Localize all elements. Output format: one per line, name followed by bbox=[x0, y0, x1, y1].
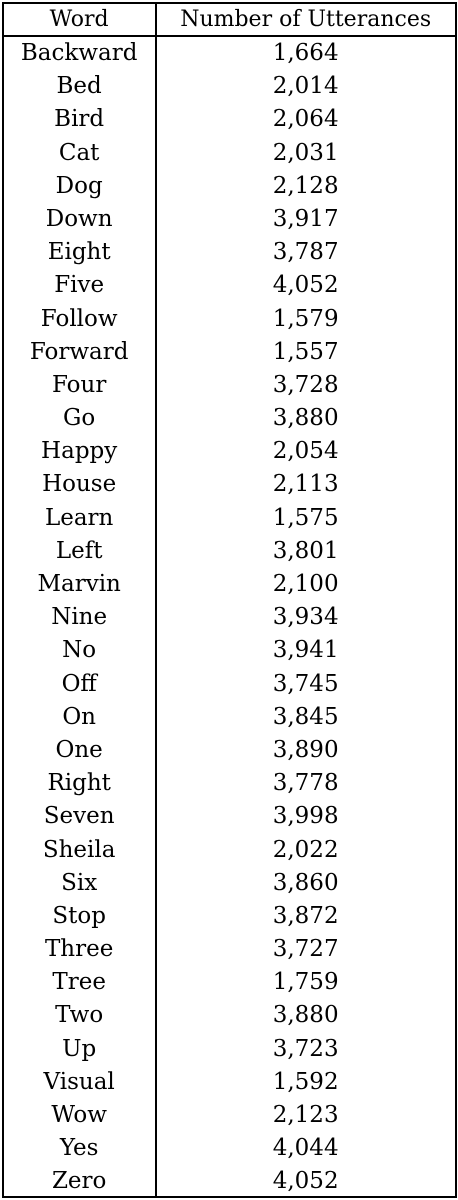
utterance-count-cell: 2,100 bbox=[272, 571, 339, 597]
utterance-count-cell: 3,890 bbox=[272, 736, 339, 763]
table-row bbox=[4, 1099, 455, 1132]
utterance-count-cell: 2,123 bbox=[272, 1102, 339, 1128]
word-cell: Yes bbox=[59, 1135, 99, 1162]
table-row bbox=[4, 767, 455, 800]
table-row bbox=[4, 137, 455, 170]
utterance-count-cell: 3,998 bbox=[272, 803, 339, 830]
word-cell: One bbox=[55, 736, 103, 763]
table-row bbox=[4, 170, 455, 203]
word-cell: Off bbox=[61, 670, 97, 697]
utterance-count-cell: 1,592 bbox=[272, 1068, 339, 1095]
utterance-count-cell: 3,860 bbox=[272, 869, 339, 896]
word-cell: Seven bbox=[43, 803, 115, 830]
table-row bbox=[4, 900, 455, 933]
utterance-count-cell: 1,759 bbox=[272, 969, 339, 996]
header-number-of-utterances: Number of Utterances bbox=[180, 7, 432, 32]
word-cell: No bbox=[62, 637, 97, 664]
table-row bbox=[4, 800, 455, 833]
word-cell: Two bbox=[55, 1002, 104, 1029]
utterance-count-cell: 2,128 bbox=[272, 172, 339, 199]
word-cell: Eight bbox=[47, 239, 111, 266]
utterance-count-cell: 1,664 bbox=[272, 40, 339, 66]
word-cell: Marvin bbox=[37, 571, 121, 597]
utterance-count-cell: 3,845 bbox=[272, 703, 339, 730]
utterance-count-cell: 4,052 bbox=[272, 1168, 339, 1195]
word-cell: Backward bbox=[20, 40, 138, 66]
utterance-count-cell: 2,031 bbox=[272, 139, 339, 166]
word-cell: Four bbox=[51, 371, 107, 398]
word-cell: Forward bbox=[29, 338, 129, 365]
word-cell: On bbox=[62, 703, 96, 730]
word-cell: Sheila bbox=[42, 836, 116, 863]
utterance-count-cell: 3,723 bbox=[272, 1035, 339, 1062]
utterance-count-cell: 3,745 bbox=[272, 670, 339, 697]
table-row bbox=[4, 336, 455, 369]
utterance-count-cell: 3,934 bbox=[272, 604, 339, 631]
word-cell: Tree bbox=[52, 969, 106, 996]
table-row bbox=[4, 668, 455, 701]
table-row bbox=[4, 70, 455, 103]
utterance-count-cell: 3,728 bbox=[272, 371, 339, 398]
word-cell: Happy bbox=[41, 438, 118, 465]
word-cell: Nine bbox=[51, 604, 108, 631]
table-body bbox=[4, 37, 455, 1199]
utterance-count-cell: 1,557 bbox=[272, 338, 339, 365]
word-cell: Down bbox=[45, 205, 113, 232]
utterance-count-cell: 2,113 bbox=[272, 471, 339, 498]
utterance-count-cell: 3,917 bbox=[272, 205, 339, 232]
utterance-count-cell: 1,575 bbox=[272, 504, 339, 531]
word-cell: Bed bbox=[56, 73, 102, 100]
word-cell: Follow bbox=[40, 305, 118, 332]
utterance-count-cell: 3,801 bbox=[272, 537, 339, 564]
word-cell: Left bbox=[55, 537, 103, 564]
table-row bbox=[4, 37, 455, 70]
table-row bbox=[4, 1033, 455, 1066]
header-word: Word bbox=[49, 7, 109, 32]
utterance-table bbox=[2, 2, 457, 1198]
table-row bbox=[4, 1132, 455, 1165]
utterance-count-cell: 3,880 bbox=[272, 1002, 339, 1029]
table-row bbox=[4, 203, 455, 236]
table-row bbox=[4, 933, 455, 966]
table-header-row bbox=[4, 4, 455, 37]
word-cell: Go bbox=[63, 405, 96, 432]
word-cell: Learn bbox=[44, 504, 114, 531]
table-row bbox=[4, 435, 455, 468]
word-cell: Zero bbox=[51, 1168, 107, 1195]
utterance-count-cell: 2,014 bbox=[272, 73, 339, 100]
table-row bbox=[4, 303, 455, 336]
utterance-count-cell: 2,064 bbox=[272, 106, 339, 133]
word-cell: Wow bbox=[51, 1102, 107, 1128]
utterance-count-cell: 3,941 bbox=[272, 637, 339, 664]
utterance-count-cell: 3,778 bbox=[272, 770, 339, 797]
table-row bbox=[4, 468, 455, 501]
table-row bbox=[4, 701, 455, 734]
table-row bbox=[4, 1066, 455, 1099]
word-cell: Bird bbox=[54, 106, 105, 133]
word-cell: Right bbox=[47, 770, 111, 797]
table-row bbox=[4, 369, 455, 402]
table-row bbox=[4, 601, 455, 634]
table-row bbox=[4, 1165, 455, 1198]
utterance-count-cell: 2,022 bbox=[272, 836, 339, 863]
table-row bbox=[4, 103, 455, 136]
table-row bbox=[4, 867, 455, 900]
word-cell: Dog bbox=[55, 172, 103, 199]
word-cell: Six bbox=[61, 869, 98, 896]
table-row bbox=[4, 834, 455, 867]
table-row bbox=[4, 535, 455, 568]
table-row bbox=[4, 236, 455, 269]
table-row bbox=[4, 966, 455, 999]
word-cell: Stop bbox=[52, 902, 106, 929]
utterance-count-cell: 1,579 bbox=[272, 305, 339, 332]
utterance-count-cell: 4,044 bbox=[272, 1135, 339, 1162]
word-cell: Up bbox=[62, 1035, 97, 1062]
table-row bbox=[4, 269, 455, 302]
utterance-count-cell: 3,787 bbox=[272, 239, 339, 266]
word-cell: Five bbox=[54, 272, 105, 299]
utterance-count-cell: 3,880 bbox=[272, 405, 339, 432]
table-row bbox=[4, 502, 455, 535]
table-row bbox=[4, 734, 455, 767]
table-row bbox=[4, 402, 455, 435]
utterance-count-cell: 4,052 bbox=[272, 272, 339, 299]
utterance-count-cell: 3,872 bbox=[272, 902, 339, 929]
word-cell: Cat bbox=[58, 139, 100, 166]
word-cell: Visual bbox=[43, 1068, 115, 1095]
table-row bbox=[4, 568, 455, 601]
utterance-count-cell: 2,054 bbox=[272, 438, 339, 465]
table-row bbox=[4, 634, 455, 667]
table-row bbox=[4, 999, 455, 1032]
word-cell: Three bbox=[44, 936, 114, 963]
utterance-count-cell: 3,727 bbox=[272, 936, 339, 963]
word-cell: House bbox=[42, 471, 117, 498]
